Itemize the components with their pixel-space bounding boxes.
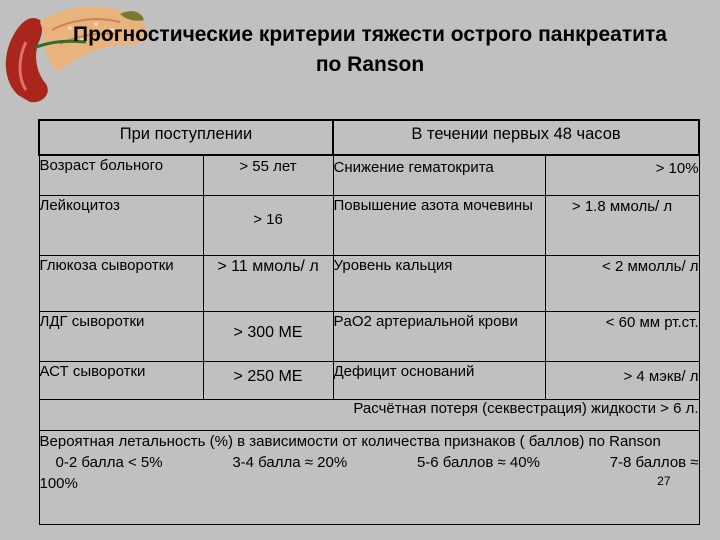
table-row — [39, 155, 699, 195]
mortality-heading: Вероятная летальность (%) в зависимости от количества признаков ( баллов) по Ranson — [39, 432, 661, 450]
mortality-block — [39, 430, 699, 524]
slide-title: Прогностические критерии тяжести острого панкреатита по Ranson — [73, 23, 667, 76]
criterion-name: Повышение азота мочевины — [333, 195, 545, 255]
criterion-name: Дефицит оснований — [333, 361, 545, 399]
mortality-group: 7-8 баллов ≈ — [609, 453, 699, 471]
criterion-name: ЛДГ сыворотки — [39, 311, 203, 361]
criterion-value: > 11 ммоль/ л — [203, 255, 333, 311]
mortality-groups — [40, 452, 699, 473]
table-row — [39, 311, 699, 361]
sequestration-text: Расчётная потеря (секвестрация) жидкости > 6 л. — [39, 399, 699, 430]
table-header-row — [39, 120, 699, 155]
mortality-group: 5-6 баллов ≈ 40% — [416, 453, 540, 471]
mortality-group: 3-4 балла ≈ 20% — [232, 453, 348, 471]
criterion-name: Уровень кальция — [333, 255, 545, 311]
criterion-name: АСТ сыворотки — [39, 361, 203, 399]
header-on-admission: При поступлении — [39, 120, 333, 155]
criterion-value: < 60 мм рт.ст. — [545, 311, 699, 361]
mortality-group: 0-2 балла < 5% — [55, 453, 163, 471]
criterion-value: > 16 — [203, 195, 333, 255]
criterion-name: PaO2 артериальной крови — [333, 311, 545, 361]
criterion-value: > 1.8 ммоль/ л — [545, 195, 699, 255]
criterion-name: Лейкоцитоз — [39, 195, 203, 255]
criterion-value: > 10% — [545, 155, 699, 195]
header-within-48h: В течении первых 48 часов — [333, 120, 699, 155]
criterion-name: Возраст больного — [39, 155, 203, 195]
table-row — [39, 255, 699, 311]
ranson-criteria-table — [38, 119, 700, 525]
table-row — [39, 361, 699, 399]
criterion-value: > 300 МЕ — [203, 311, 333, 361]
table-row — [39, 195, 699, 255]
criterion-name: Глюкоза сыворотки — [39, 255, 203, 311]
page-number: 27 — [657, 473, 671, 488]
mortality-last-value: 100% — [39, 474, 78, 492]
criterion-name: Снижение гематокрита — [333, 155, 545, 195]
criterion-value: > 4 мэкв/ л — [545, 361, 699, 399]
criterion-value: > 55 лет — [203, 155, 333, 195]
sequestration-row — [39, 399, 699, 430]
criterion-value: > 250 МЕ — [203, 361, 333, 399]
mortality-row — [39, 430, 699, 524]
criterion-value: < 2 ммолль/ л — [545, 255, 699, 311]
